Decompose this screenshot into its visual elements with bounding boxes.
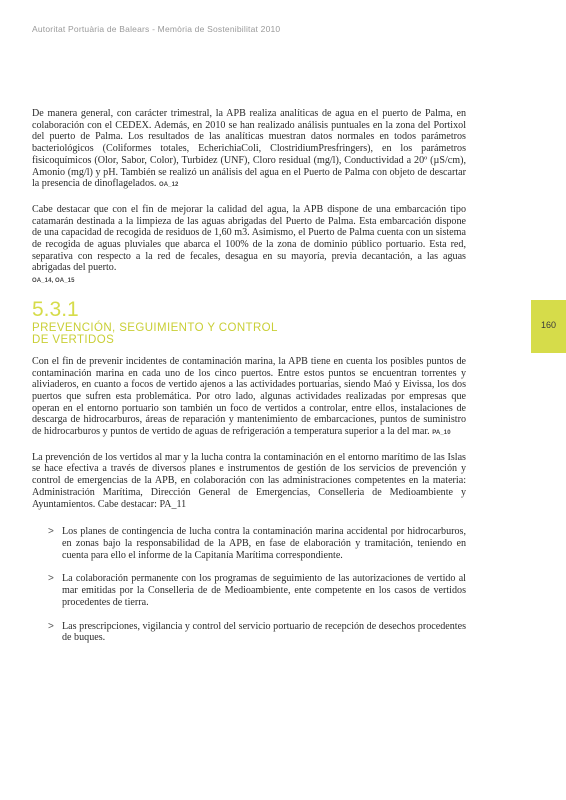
indicator-code: OA_14, OA_15 [32,278,75,285]
paragraph-prevention [32,356,466,440]
section-title-line2: DE VERTIDOS [32,334,115,347]
indicator-code: OA_12 [158,182,179,189]
list-item [32,621,466,644]
list-item [32,573,466,608]
paragraph-text: De manera general, con carácter trimestral, la APB realiza analíticas de agua en el puerto de Palma, en colaboración con el CEDEX. Además, en 2010 se han realizado análisis puntuales en la zona del Portixol del puerto de Palma. Los resultados de las analíticas muestran datos normales en todos parámetros bacteriológicos (Coliformes totales, EcherichiaColi, ClostridiumPresfringers), en los parámetros fisicoquímicos (Olor, Sabor, Color), Turbidez (UNF), Cloro residual (mg/l), Conductividad a 20º (µS/cm), Amonio (mg/l) y pH. También se realizó un análisis del agua en el Puerto de Palma con objeto de descartar la presencia de dinoflagelados. [32,108,466,190]
main-content [32,108,466,656]
indicator-code: PA_10 [432,430,451,437]
bullet-list [32,526,466,644]
paragraph-water-analysis [32,108,466,192]
paragraph-text: Cabe destacar que con el fin de mejorar la calidad del agua, la APB dispone de una embarcación tipo catamarán destinada a la limpieza de las aguas abrigadas del Puerto de Palma. Esta embarcación dispone de una capacidad de recogida de residuos de 1,60 m3. Asimismo, el Puerto de Palma cuenta con un sistema de recogida de aguas pluviales que abarca el 100% de la zona de dominio público portuario. Esta red, separativa con respecto a la red de fecales, desagua en su mayoría, previa decantación, a las aguas abrigadas del puerto. [32,203,466,274]
list-item-text: Las prescripciones, vigilancia y control del servicio portuario de recepción de desechos procedentes de buques. [62,620,466,644]
page-number-tab [531,300,566,353]
list-item-text: Los planes de contingencia de lucha contra la contaminación marina accidental por hidrocarburos, en zonas bajo la responsabilidad de la APB, en fase de elaboración y tramitación, teniendo en cuenta para ello el informe de la Capitanía Marítima correspondiente. [62,526,466,561]
bullet-marker-icon: > [48,573,54,585]
paragraph-instruments [32,452,466,511]
bullet-marker-icon: > [48,526,54,538]
section-title [32,322,466,347]
paragraph-text: Con el fin de prevenir incidentes de contaminación marina, la APB tiene en cuenta los posibles puntos de contaminación marina en cada uno de los cinco puertos. Entre estos puntos se encuentran torrentes y aliviaderos, en cuanto a focos de vertido ajenos a las actividades portuarias, siendo Maó y Eivissa, los dos puertos que sufren esta problemática. Por otro lado, algunas actividades realizadas por empresas que operan en el entorno portuario son también un foco de vertidos a controlar, entre ellos, instalaciones de descarga de hidrocarburos, áreas de reparación y mantenimiento de embarcaciones, puntos de suministro de hidrocarburos y puntos de vertido de aguas de refrigeración a temperatura superior a la del mar. [32,355,466,438]
running-header: Autoritat Portuària de Balears - Memòria de Sostenibilitat 2010 [32,24,281,34]
bullet-marker-icon: > [48,620,54,632]
indicator-code: PA_11 [159,498,187,510]
list-item-text: La colaboración permanente con los programas de seguimiento de las autorizaciones de vertido al mar emitidas por la Conselleria de de Medioambiente, ente competente en los casos de vertidos procedentes de tierra. [62,573,466,608]
section-title-line1: PREVENCIÓN, SEGUIMIENTO Y CONTROL [32,321,278,334]
list-item [32,526,466,561]
paragraph-text: La prevención de los vertidos al mar y la lucha contra la contaminación en el entorno marítimo de las Islas se hace efectiva a través de diversos planes e instrumentos de gestión de los servicios de prevención y control de emergencias de la APB, en colaboración con las administraciones competentes en la materia: Administración Marítima, Dirección General de Emergencias, Conselleria de Medioambiente y Ayuntamientos. Cabe destacar: [32,451,466,510]
section-number: 5.3.1 [32,297,79,321]
paragraph-cleaning-boat [32,204,466,288]
page-number: 160 [540,320,557,330]
